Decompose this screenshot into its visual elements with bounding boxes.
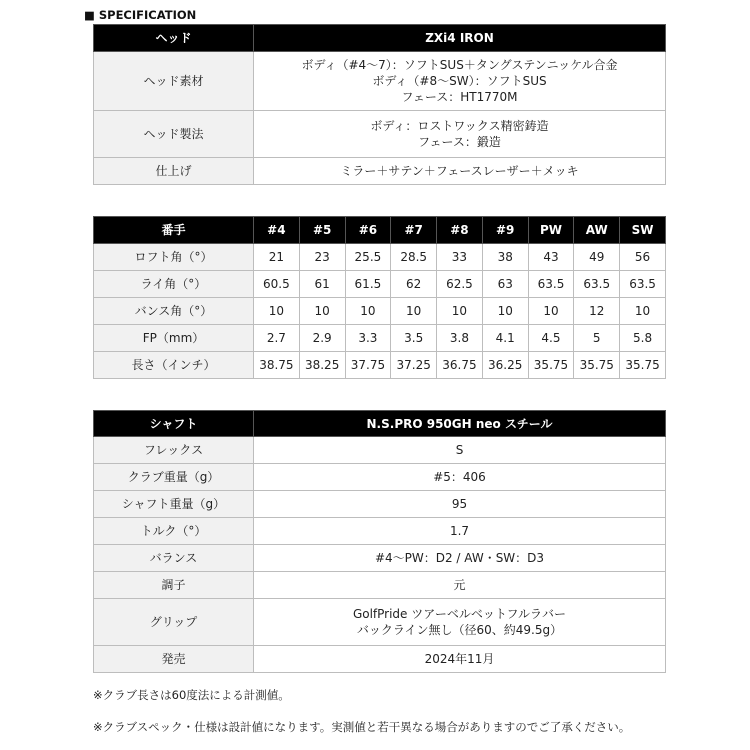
club-header: #4	[254, 217, 300, 244]
row-value	[254, 599, 666, 646]
shaft-header-label: シャフト	[94, 411, 254, 437]
table-cell: 61	[299, 271, 345, 298]
table-cell: 38.75	[254, 352, 300, 379]
table-cell: 3.5	[391, 325, 437, 352]
row-value	[254, 52, 666, 111]
row-label: シャフト重量（g）	[94, 491, 254, 518]
table-cell: 3.8	[437, 325, 483, 352]
row-value: #5：406	[254, 464, 666, 491]
table-cell: 37.25	[391, 352, 437, 379]
table-row	[94, 244, 666, 271]
table-cell: 33	[437, 244, 483, 271]
table-cell: 35.75	[528, 352, 574, 379]
table-row	[94, 325, 666, 352]
table-cell: 63.5	[620, 271, 666, 298]
row-label: FP（mm）	[94, 325, 254, 352]
row-value: S	[254, 437, 666, 464]
value-line: バックライン無し（径60、約49.5g）	[356, 623, 563, 637]
table-cell: 4.1	[482, 325, 528, 352]
club-number-table	[93, 216, 666, 379]
row-label: 発売	[94, 646, 254, 673]
table-cell: 5	[574, 325, 620, 352]
table-row	[94, 464, 666, 491]
shaft-header-model: N.S.PRO 950GH neo スチール	[254, 411, 666, 437]
table-cell: 10	[254, 298, 300, 325]
table-cell: 21	[254, 244, 300, 271]
club-header: #7	[391, 217, 437, 244]
table-row	[94, 599, 666, 646]
table-cell: 28.5	[391, 244, 437, 271]
row-value: 2024年11月	[254, 646, 666, 673]
table-cell: 25.5	[345, 244, 391, 271]
note-club-length: ※クラブ長さは60度法による計測値。	[93, 688, 290, 702]
table-row	[94, 518, 666, 545]
table-cell: 10	[345, 298, 391, 325]
value-line: ボディ：ロストワックス精密鋳造	[370, 119, 549, 133]
table-row	[94, 271, 666, 298]
row-value: #4～PW：D2 / AW・SW：D3	[254, 545, 666, 572]
club-header: AW	[574, 217, 620, 244]
section-title: ■ SPECIFICATION	[84, 8, 197, 22]
row-label: フレックス	[94, 437, 254, 464]
row-label: 仕上げ	[94, 158, 254, 185]
club-header: #6	[345, 217, 391, 244]
value-line: ボディ（#8～SW）：ソフトSUS	[372, 74, 547, 88]
table-cell: 56	[620, 244, 666, 271]
row-value: ミラー＋サテン＋フェースレーザー＋メッキ	[254, 158, 666, 185]
row-label: バランス	[94, 545, 254, 572]
note-spec-disclaimer: ※クラブスペック・仕様は設計値になります。実測値と若干異なる場合がありますのでご了承ください。	[93, 720, 631, 734]
table-cell: 10	[620, 298, 666, 325]
club-header: PW	[528, 217, 574, 244]
table-cell: 62	[391, 271, 437, 298]
row-label: ヘッド素材	[94, 52, 254, 111]
row-value: 元	[254, 572, 666, 599]
value-line: GolfPride ツアーベルベットフルラバー	[352, 607, 567, 621]
value-line: フェース：鍛造	[418, 135, 501, 149]
table-row	[94, 352, 666, 379]
table-cell: 61.5	[345, 271, 391, 298]
row-label: ヘッド製法	[94, 111, 254, 158]
shaft-spec-header-row	[94, 411, 666, 437]
table-cell: 62.5	[437, 271, 483, 298]
table-cell: 10	[299, 298, 345, 325]
row-label: バンス角（°）	[94, 298, 254, 325]
table-cell: 10	[482, 298, 528, 325]
table-cell: 10	[528, 298, 574, 325]
table-cell: 63.5	[528, 271, 574, 298]
table-cell: 36.75	[437, 352, 483, 379]
row-label: クラブ重量（g）	[94, 464, 254, 491]
table-row	[94, 491, 666, 518]
row-label: 長さ（インチ）	[94, 352, 254, 379]
table-cell: 35.75	[574, 352, 620, 379]
table-row	[94, 437, 666, 464]
value-line: フェース：HT1770M	[401, 90, 518, 104]
table-cell: 10	[391, 298, 437, 325]
table-cell: 10	[437, 298, 483, 325]
shaft-spec-table	[93, 410, 666, 673]
table-cell: 2.7	[254, 325, 300, 352]
head-header-model: ZXi4 IRON	[254, 25, 666, 52]
table-cell: 63.5	[574, 271, 620, 298]
head-spec-table	[93, 24, 666, 185]
row-label: ロフト角（°）	[94, 244, 254, 271]
number-header-label: 番手	[94, 217, 254, 244]
table-cell: 35.75	[620, 352, 666, 379]
table-cell: 4.5	[528, 325, 574, 352]
table-cell: 12	[574, 298, 620, 325]
club-number-header-row	[94, 217, 666, 244]
table-cell: 60.5	[254, 271, 300, 298]
table-row	[94, 158, 666, 185]
row-label: トルク（°）	[94, 518, 254, 545]
table-cell: 37.75	[345, 352, 391, 379]
table-cell: 43	[528, 244, 574, 271]
head-spec-header-row	[94, 25, 666, 52]
table-cell: 5.8	[620, 325, 666, 352]
value-line: ボディ（#4～7）：ソフトSUS＋タングステンニッケル合金	[301, 58, 618, 72]
row-value: 1.7	[254, 518, 666, 545]
row-label: ライ角（°）	[94, 271, 254, 298]
table-cell: 2.9	[299, 325, 345, 352]
row-label: 調子	[94, 572, 254, 599]
row-label: グリップ	[94, 599, 254, 646]
table-row	[94, 572, 666, 599]
head-header-label: ヘッド	[94, 25, 254, 52]
table-cell: 49	[574, 244, 620, 271]
table-row	[94, 545, 666, 572]
table-row	[94, 298, 666, 325]
club-header: SW	[620, 217, 666, 244]
club-header: #9	[482, 217, 528, 244]
table-cell: 63	[482, 271, 528, 298]
table-cell: 3.3	[345, 325, 391, 352]
row-value: 95	[254, 491, 666, 518]
club-header: #8	[437, 217, 483, 244]
table-row	[94, 52, 666, 111]
table-cell: 38	[482, 244, 528, 271]
table-row	[94, 111, 666, 158]
table-row	[94, 646, 666, 673]
club-header: #5	[299, 217, 345, 244]
table-cell: 36.25	[482, 352, 528, 379]
row-value	[254, 111, 666, 158]
table-cell: 23	[299, 244, 345, 271]
table-cell: 38.25	[299, 352, 345, 379]
